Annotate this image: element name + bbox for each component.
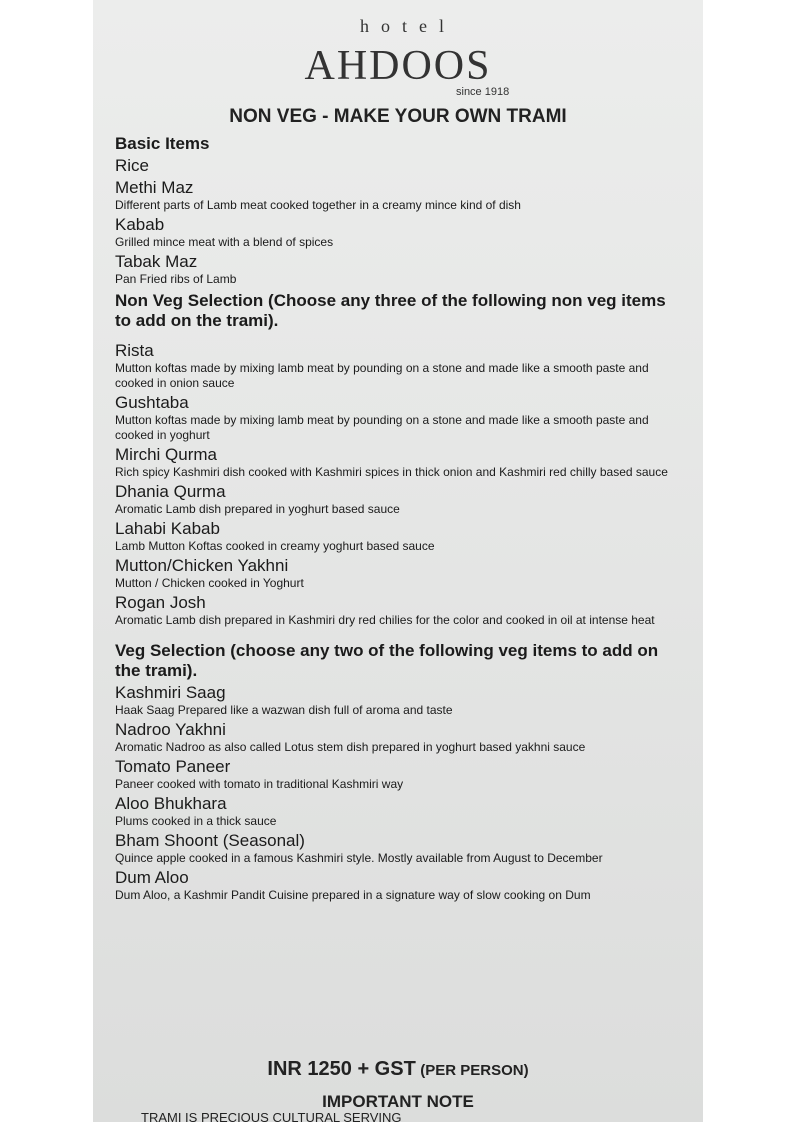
menu-item-name: Aloo Bhukhara bbox=[115, 794, 227, 813]
menu-item-name: Gushtaba bbox=[115, 393, 189, 412]
brand-name: AHDOOS bbox=[304, 43, 492, 89]
price-amount: INR 1250 + GST bbox=[267, 1058, 416, 1080]
menu-item-desc: Plums cooked in a thick sauce bbox=[115, 814, 277, 828]
menu-item-desc: Paneer cooked with tomato in traditional Kashmiri way bbox=[115, 777, 404, 791]
menu-item-desc: Aromatic Lamb dish prepared in yoghurt based sauce bbox=[115, 502, 400, 516]
menu-item-desc: Aromatic Lamb dish prepared in Kashmiri dry red chilies for the color and cooked in oil at intense heat bbox=[115, 613, 655, 627]
price-line bbox=[93, 1058, 703, 1081]
brand-hotel-label: hotel bbox=[360, 16, 456, 36]
menu-item-desc: Grilled mince meat with a blend of spices bbox=[115, 235, 334, 249]
menu-item-desc: Mutton koftas made by mixing lamb meat by pounding on a stone and made like a smooth paste and cooked in yoghurt bbox=[115, 413, 649, 442]
menu-title: NON VEG - MAKE YOUR OWN TRAMI bbox=[229, 106, 567, 127]
menu-item-desc: Mutton / Chicken cooked in Yoghurt bbox=[115, 576, 304, 590]
important-note-title: IMPORTANT NOTE bbox=[322, 1092, 474, 1111]
menu-card bbox=[93, 0, 703, 1122]
menu-item-name: Rice bbox=[115, 156, 150, 175]
nonveg-heading: Non Veg Selection (Choose any three of the following non veg items to add on the trami). bbox=[115, 291, 666, 330]
menu-item-desc: Quince apple cooked in a famous Kashmiri style. Mostly available from August to December bbox=[115, 851, 603, 865]
menu-item-name: Bham Shoont (Seasonal) bbox=[115, 831, 305, 850]
menu-item-name: Lahabi Kabab bbox=[115, 519, 220, 538]
menu-item-desc: Aromatic Nadroo as also called Lotus stem dish prepared in yoghurt based yakhni sauce bbox=[115, 740, 586, 754]
menu-item-desc: Haak Saag Prepared like a wazwan dish full of aroma and taste bbox=[115, 703, 453, 717]
menu-item-name: Dhania Qurma bbox=[115, 482, 226, 501]
menu-item-name: Nadroo Yakhni bbox=[115, 720, 226, 739]
menu-item-name: Dum Aloo bbox=[115, 868, 189, 887]
menu-item-desc: Pan Fried ribs of Lamb bbox=[115, 272, 237, 286]
menu-item-name: Kashmiri Saag bbox=[115, 683, 226, 702]
veg-heading: Veg Selection (choose any two of the following veg items to add on the trami). bbox=[115, 641, 659, 680]
menu-item-desc: Lamb Mutton Koftas cooked in creamy yoghurt based sauce bbox=[115, 539, 435, 553]
important-note-text: TRAMI IS PRECIOUS CULTURAL SERVING bbox=[141, 1110, 402, 1122]
basic-heading: Basic Items bbox=[115, 134, 210, 153]
menu-content bbox=[115, 130, 685, 904]
menu-item-desc: Different parts of Lamb meat cooked together in a creamy mince kind of dish bbox=[115, 198, 521, 212]
menu-item-name: Mirchi Qurma bbox=[115, 445, 218, 464]
price-unit: (PER PERSON) bbox=[420, 1062, 529, 1079]
brand-since: since 1918 bbox=[456, 86, 510, 98]
menu-item-name: Mutton/Chicken Yakhni bbox=[115, 556, 289, 575]
menu-item-name: Tabak Maz bbox=[115, 252, 198, 271]
menu-item-name: Rogan Josh bbox=[115, 593, 206, 612]
menu-item-name: Kabab bbox=[115, 215, 165, 234]
menu-item-name: Tomato Paneer bbox=[115, 757, 231, 776]
menu-item-desc: Rich spicy Kashmiri dish cooked with Kashmiri spices in thick onion and Kashmiri red chilly based sauce bbox=[115, 465, 668, 479]
menu-item-desc: Dum Aloo, a Kashmir Pandit Cuisine prepared in a signature way of slow cooking on Dum bbox=[115, 888, 591, 902]
menu-item-desc: Mutton koftas made by mixing lamb meat by pounding on a stone and made like a smooth paste and cooked in onion sauce bbox=[115, 361, 649, 390]
menu-item-name: Rista bbox=[115, 341, 154, 360]
menu-item-name: Methi Maz bbox=[115, 178, 194, 197]
